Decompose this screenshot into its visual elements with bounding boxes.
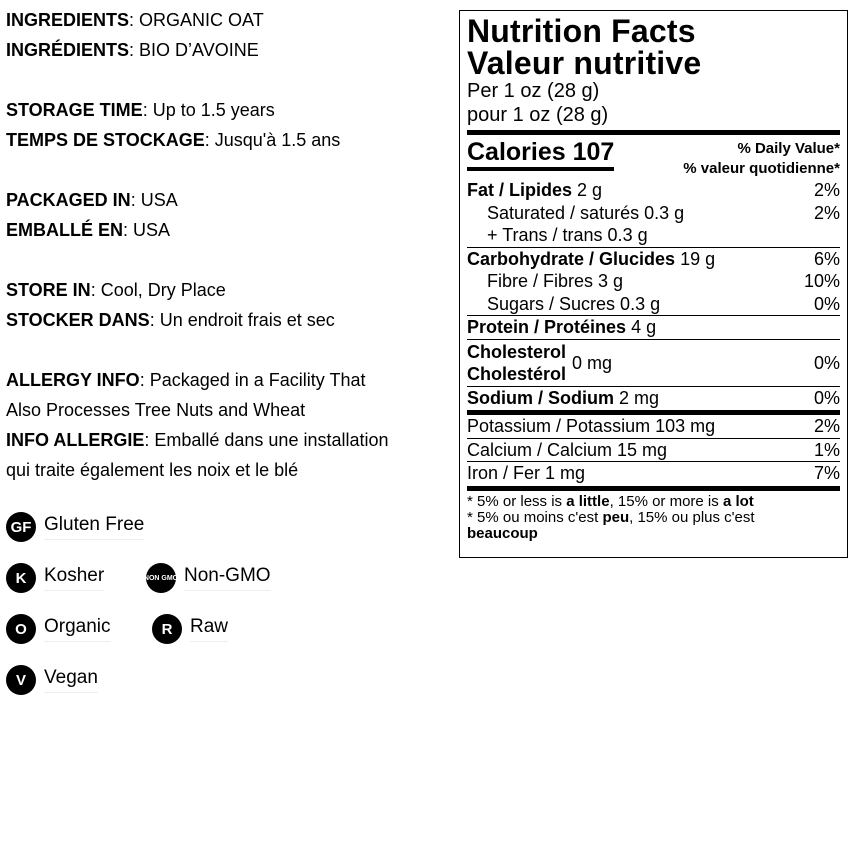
amount: 2 mg (619, 387, 660, 408)
info-label: STORAGE TIME (6, 100, 143, 120)
iron-row (467, 462, 840, 485)
label: Potassium / Potassium 103 mg (467, 416, 716, 436)
text: , 15% or more is (609, 492, 723, 510)
info-value: Also Processes Tree Nuts and Wheat (6, 400, 306, 420)
badge-raw (152, 614, 228, 644)
info-value: Jusqu'à 1.5 ans (214, 130, 341, 150)
raw-icon: R (152, 614, 182, 644)
amount: 0 mg (572, 352, 613, 373)
amount: 19 g (680, 248, 716, 269)
info-label: INGREDIENTS (6, 10, 130, 30)
label: Cholestérol (467, 363, 567, 384)
dv: 1% (813, 439, 840, 460)
kosher-icon: K (6, 563, 36, 593)
info-line: STORE IN: Cool, Dry Place (6, 280, 226, 300)
info-label: INGRÉDIENTS (6, 40, 130, 60)
text: beaucoup (467, 524, 538, 542)
info-label: ALLERGY INFO (6, 370, 140, 390)
info-value: Cool, Dry Place (100, 280, 226, 300)
organic-icon: O (6, 614, 36, 644)
calcium-row (467, 439, 840, 462)
dv: 10% (803, 271, 840, 291)
badge-label: Kosher (44, 565, 104, 591)
info-line: EMBALLÉ EN: USA (6, 220, 171, 240)
info-line: TEMPS DE STOCKAGE: Jusqu'à 1.5 ans (6, 130, 341, 150)
serving-en: Per 1 oz (28 g) (467, 80, 600, 102)
carb-row (467, 248, 840, 271)
dv: 2% (813, 202, 840, 223)
cholesterol-row (467, 340, 840, 386)
spacer (6, 159, 456, 189)
footnote (467, 491, 840, 542)
dv: 6% (813, 248, 840, 269)
fat-row (467, 179, 840, 202)
badge-label: Non-GMO (184, 565, 271, 591)
info-label: PACKAGED IN (6, 190, 131, 210)
nutrition-facts-table (459, 10, 848, 558)
dv: 2% (813, 180, 840, 200)
label: Calcium / Calcium 15 mg (467, 439, 668, 460)
info-line: INFO ALLERGIE: Emballé dans une installation (6, 430, 389, 450)
label: Cholesterol (467, 341, 567, 362)
vegan-icon: V (6, 665, 36, 695)
text: * 5% ou moins c'est (467, 508, 603, 526)
potassium-row (467, 415, 840, 438)
dv: 0% (813, 293, 840, 314)
info-value: Emballé dans une installation (154, 430, 389, 450)
saturated-row (467, 202, 840, 225)
dv-header-fr: % valeur quotidienne* (683, 160, 840, 177)
badge-vegan (6, 665, 98, 695)
dv: 0% (813, 387, 840, 408)
info-label: INFO ALLERGIE (6, 430, 145, 450)
info-line: STORAGE TIME: Up to 1.5 years (6, 100, 275, 120)
info-line (6, 459, 456, 489)
info-value: qui traite également les noix et le blé (6, 460, 299, 480)
fibre-row (467, 270, 840, 293)
label: + Trans / trans 0.3 g (487, 225, 648, 245)
text: a lot (722, 492, 754, 510)
calories-row (467, 135, 840, 179)
text: peu (602, 508, 630, 526)
dv: 0% (813, 352, 840, 373)
info-line: INGRÉDIENTS: BIO D’AVOINE (6, 40, 259, 60)
info-label: STOCKER DANS (6, 310, 150, 330)
info-label: TEMPS DE STOCKAGE (6, 130, 205, 150)
badge-gluten-free (6, 512, 144, 542)
label: Fibre / Fibres 3 g (487, 271, 624, 291)
badge-label: Raw (190, 616, 228, 642)
calories-label: Calories (467, 138, 566, 166)
info-line: ALLERGY INFO: Packaged in a Facility That (6, 370, 366, 390)
spacer (6, 69, 456, 99)
info-value: Packaged in a Facility That (149, 370, 366, 390)
protein-row (467, 316, 840, 339)
badge-label: Gluten Free (44, 514, 144, 540)
title-fr: Valeur nutritive (467, 45, 702, 81)
dv-header-en: % Daily Value* (737, 140, 840, 157)
info-line: STOCKER DANS: Un endroit frais et sec (6, 310, 335, 330)
info-value: USA (140, 190, 178, 210)
amount: 4 g (631, 317, 657, 337)
badge-label: Organic (44, 616, 111, 642)
info-line: INGREDIENTS: ORGANIC OAT (6, 10, 264, 30)
gluten-free-icon: GF (6, 512, 36, 542)
label: Iron / Fer 1 mg (467, 463, 586, 483)
badge-kosher (6, 563, 104, 593)
serving-fr: pour 1 oz (28 g) (467, 104, 609, 126)
info-label: STORE IN (6, 280, 91, 300)
calories-value: 107 (572, 138, 615, 166)
text: a little (566, 492, 610, 510)
info-line (6, 399, 456, 429)
label: Sodium / Sodium (467, 387, 614, 408)
spacer (6, 339, 456, 369)
info-value: ORGANIC OAT (139, 10, 264, 30)
label: Fat / Lipides (467, 180, 573, 200)
text: , 15% ou plus c'est (629, 508, 755, 526)
info-value: BIO D’AVOINE (139, 40, 259, 60)
info-value: Un endroit frais et sec (159, 310, 335, 330)
info-label: EMBALLÉ EN (6, 220, 123, 240)
info-line: PACKAGED IN: USA (6, 190, 178, 210)
sugars-row (467, 293, 840, 316)
trans-row (467, 224, 840, 247)
info-value: Up to 1.5 years (152, 100, 275, 120)
badge-organic (6, 614, 111, 644)
spacer (6, 249, 456, 279)
badge-label: Vegan (44, 667, 98, 693)
amount: 2 g (577, 180, 603, 200)
badge-non-gmo (143, 563, 271, 593)
label: Sugars / Sucres 0.3 g (487, 293, 661, 314)
dv: 7% (813, 463, 840, 483)
sodium-row (467, 387, 840, 410)
label: Saturated / saturés 0.3 g (487, 202, 685, 223)
label: Carbohydrate / Glucides (467, 248, 676, 269)
label: Protein / Protéines (467, 317, 627, 337)
info-value: USA (133, 220, 171, 240)
text: * 5% or less is (467, 492, 567, 510)
title-en: Nutrition Facts (467, 13, 696, 49)
non-gmo-icon: NON GMO (146, 563, 176, 593)
dv: 2% (813, 416, 840, 436)
product-info (6, 9, 456, 489)
